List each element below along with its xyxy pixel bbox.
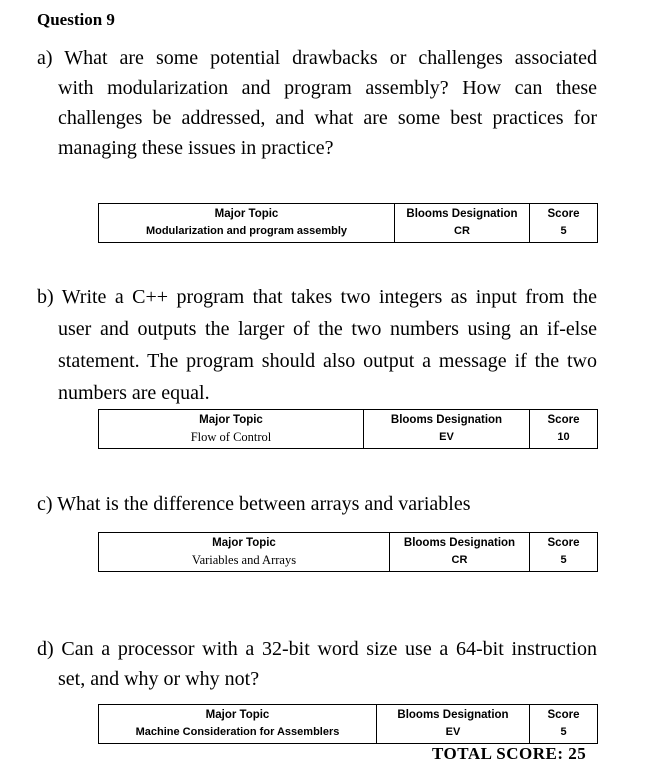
major-topic-value: Machine Consideration for Assemblers xyxy=(135,726,340,738)
score-label: Score xyxy=(547,537,580,549)
topic-table-a xyxy=(98,203,598,243)
score-cell xyxy=(530,533,598,572)
score-label: Score xyxy=(547,414,580,426)
topic-table-b xyxy=(98,409,598,449)
question-part-a xyxy=(37,43,597,163)
score-value: 5 xyxy=(560,554,567,566)
major-topic-cell xyxy=(99,705,377,744)
blooms-value: CR xyxy=(454,225,470,237)
blooms-cell xyxy=(364,410,530,449)
major-topic-label: Major Topic xyxy=(212,537,276,549)
score-value: 10 xyxy=(557,431,570,443)
question-line: a) What are some potential drawbacks or challenges associated xyxy=(37,47,597,69)
question-line: d) Can a processor with a 32-bit word size use a 64-bit instruction xyxy=(37,638,597,660)
question-line: set, and why or why not? xyxy=(58,668,260,690)
score-value: 5 xyxy=(560,225,567,237)
question-part-b xyxy=(37,281,597,409)
total-score: TOTAL SCORE: 25 xyxy=(432,744,587,763)
score-cell xyxy=(530,204,598,243)
major-topic-label: Major Topic xyxy=(199,414,263,426)
blooms-label: Blooms Designation xyxy=(390,414,503,426)
topic-table-d xyxy=(98,704,598,744)
question-line: challenges be addressed, and what are some best practices for xyxy=(58,107,597,129)
question-line: c) What is the difference between arrays and variables xyxy=(37,493,471,515)
question-part-d xyxy=(37,634,597,694)
major-topic-cell xyxy=(99,410,364,449)
question-line: with modularization and program assembly? How can these xyxy=(58,77,597,99)
question-line: numbers are equal. xyxy=(58,382,210,404)
major-topic-label: Major Topic xyxy=(214,208,279,220)
blooms-value: CR xyxy=(451,554,468,566)
score-value: 5 xyxy=(560,726,567,738)
score-cell xyxy=(530,410,598,449)
blooms-value: EV xyxy=(439,431,454,443)
question-line: managing these issues in practice? xyxy=(58,137,334,159)
question-part-c xyxy=(37,490,597,518)
major-topic-label: Major Topic xyxy=(205,709,270,721)
blooms-cell xyxy=(377,705,530,744)
score-label: Score xyxy=(547,208,580,220)
blooms-label: Blooms Designation xyxy=(397,709,509,721)
blooms-cell xyxy=(390,533,530,572)
question-line: user and outputs the larger of the two numbers using an if-else xyxy=(58,318,597,340)
major-topic-cell xyxy=(99,204,395,243)
major-topic-cell xyxy=(99,533,390,572)
score-label: Score xyxy=(547,709,580,721)
major-topic-value: Flow of Control xyxy=(190,430,272,444)
blooms-label: Blooms Designation xyxy=(406,208,518,220)
question-title: Question 9 xyxy=(37,10,115,29)
blooms-value: EV xyxy=(445,726,461,738)
major-topic-value: Variables and Arrays xyxy=(191,553,297,567)
score-cell xyxy=(530,705,598,744)
topic-table-c xyxy=(98,532,598,572)
blooms-cell xyxy=(395,204,530,243)
blooms-label: Blooms Designation xyxy=(403,537,516,549)
major-topic-value: Modularization and program assembly xyxy=(145,225,348,237)
question-line: b) Write a C++ program that takes two integers as input from the xyxy=(37,286,597,308)
question-line: statement. The program should also output a message if the two xyxy=(58,350,597,372)
